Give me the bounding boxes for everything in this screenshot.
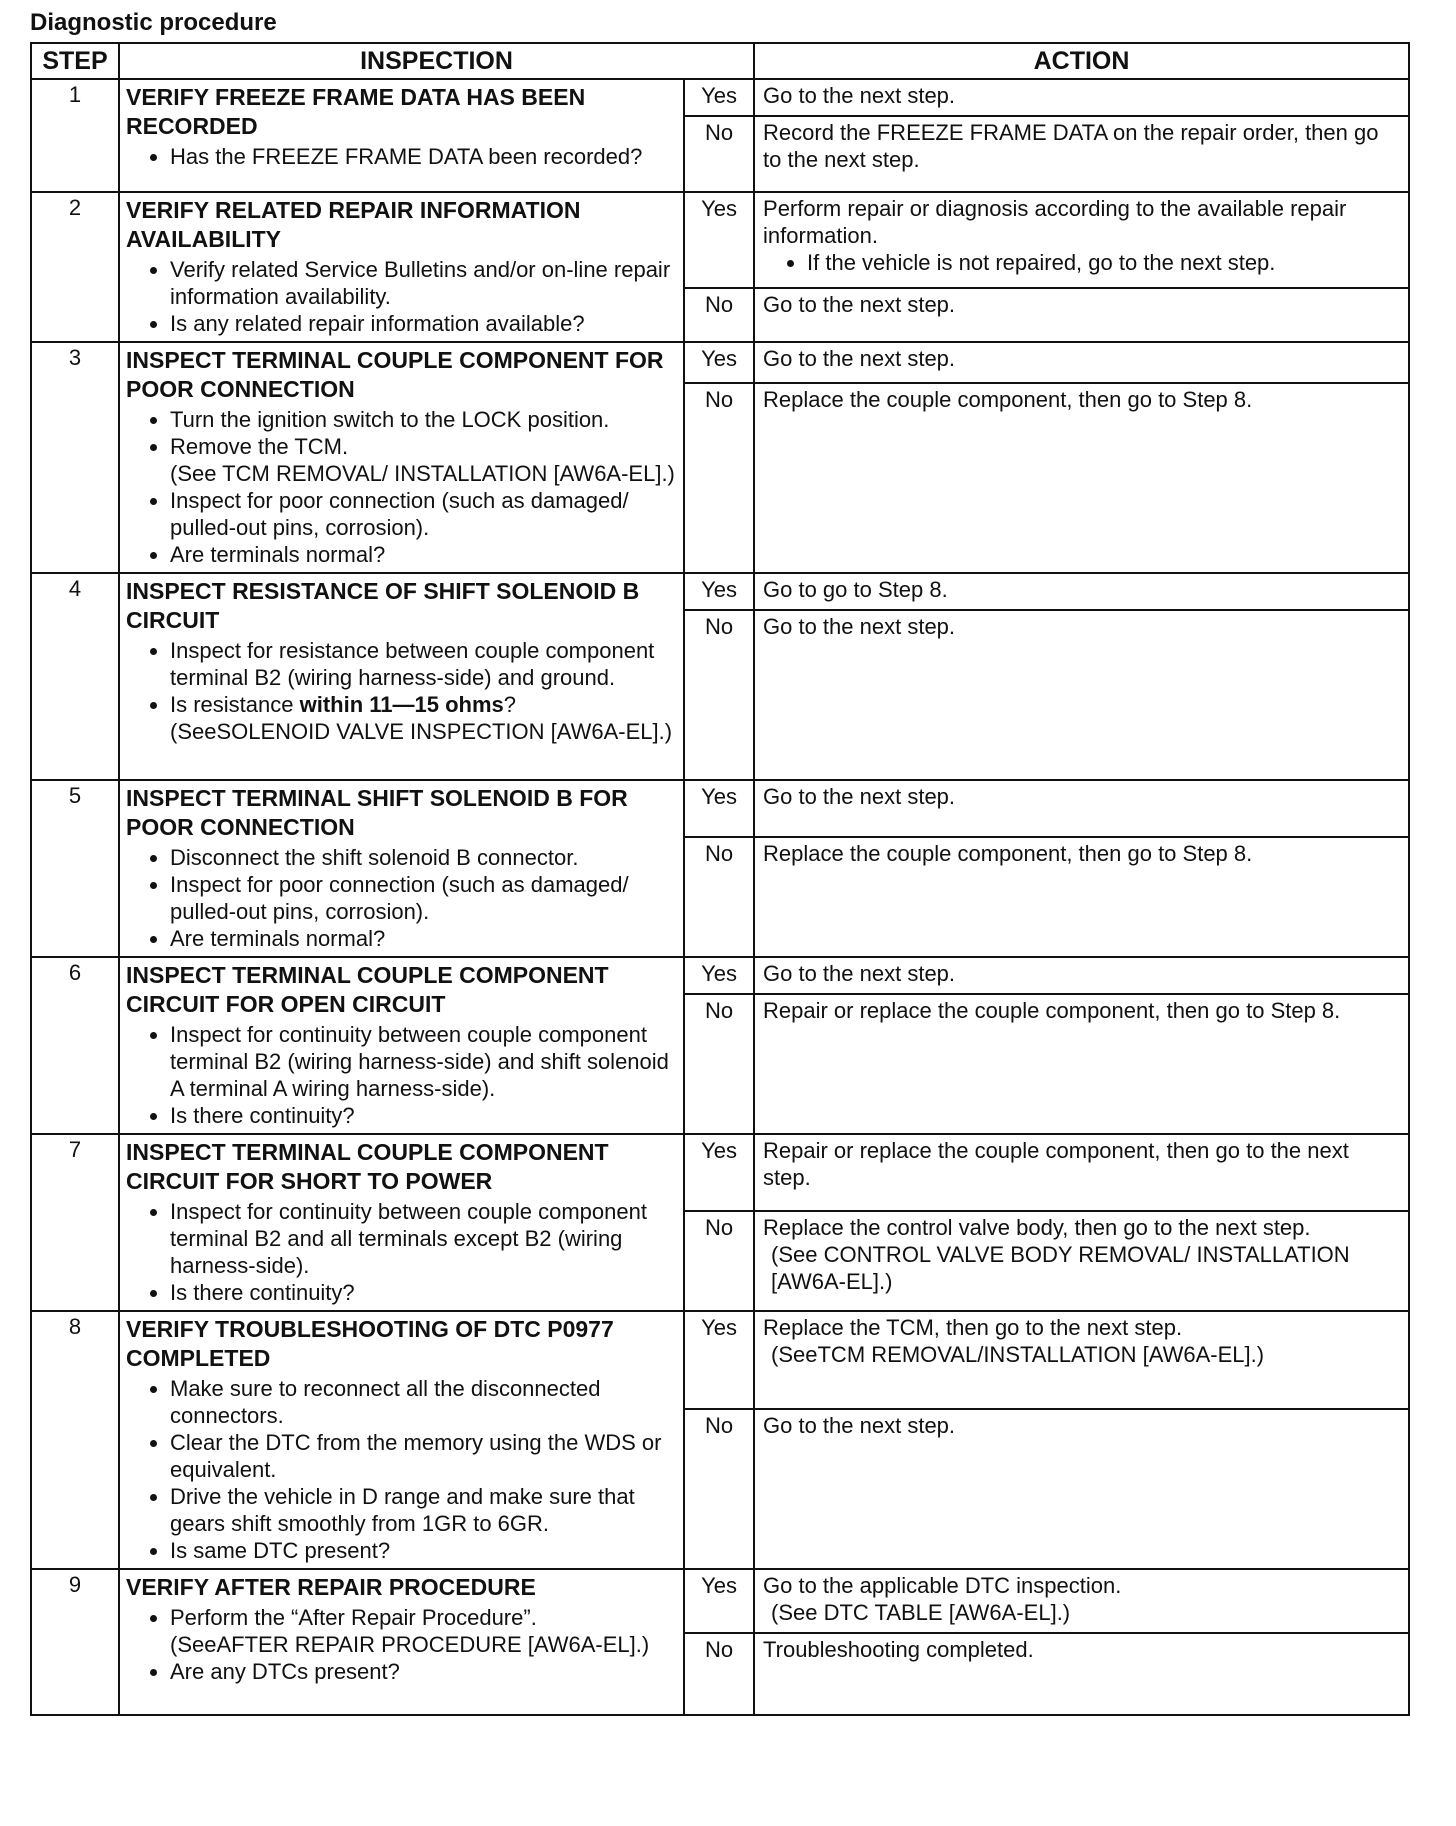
table-row bbox=[31, 957, 1409, 994]
yes-action: Go to the next step. bbox=[754, 957, 1409, 994]
inspection-heading: INSPECT TERMINAL SHIFT SOLENOID B FOR POOR CONNECTION bbox=[126, 785, 628, 840]
inspection-item bbox=[170, 1604, 677, 1658]
inspection-item bbox=[170, 691, 677, 745]
no-label: No bbox=[684, 1633, 754, 1715]
no-label: No bbox=[684, 837, 754, 957]
inspection-heading: VERIFY TROUBLESHOOTING OF DTC P0977 COMPLETED bbox=[126, 1316, 614, 1371]
table-row bbox=[31, 1569, 1409, 1633]
yes-action: Go to the next step. bbox=[754, 780, 1409, 837]
inspection-item: • Turn the ignition switch to the LOCK position. bbox=[170, 406, 677, 433]
yes-label: Yes bbox=[684, 192, 754, 288]
inspection-heading: INSPECT TERMINAL COUPLE COMPONENT CIRCUIT FOR OPEN CIRCUIT bbox=[126, 962, 609, 1017]
inspection-cell bbox=[119, 957, 684, 1134]
reference-link[interactable]: (SeeAFTER REPAIR PROCEDURE [AW6A-EL].) bbox=[170, 1632, 650, 1657]
no-action-cell bbox=[754, 1211, 1409, 1311]
reference-link[interactable]: (SeeSOLENOID VALVE INSPECTION [AW6A-EL].) bbox=[170, 719, 673, 744]
yes-action: Replace the TCM, then go to the next step. bbox=[763, 1315, 1183, 1340]
diagnostic-table bbox=[30, 42, 1410, 1716]
table-header-row bbox=[31, 43, 1409, 79]
no-label: No bbox=[684, 1211, 754, 1311]
step-number: 4 bbox=[31, 573, 119, 780]
yes-label: Yes bbox=[684, 573, 754, 610]
no-label: No bbox=[684, 994, 754, 1134]
step-number: 9 bbox=[31, 1569, 119, 1715]
inspection-item: • Is there continuity? bbox=[170, 1102, 677, 1129]
step-number: 3 bbox=[31, 342, 119, 573]
yes-action-cell bbox=[754, 1311, 1409, 1409]
inspection-list bbox=[126, 637, 677, 745]
inspection-item: • Inspect for poor connection (such as damaged/ pulled-out pins, corrosion). bbox=[170, 871, 677, 925]
no-action: Repair or replace the couple component, then go to Step 8. bbox=[754, 994, 1409, 1134]
no-action: Go to the next step. bbox=[754, 1409, 1409, 1569]
inspection-item: • Is any related repair information available? bbox=[170, 310, 677, 337]
inspection-item: • Is there continuity? bbox=[170, 1279, 677, 1306]
no-label: No bbox=[684, 116, 754, 192]
no-label: No bbox=[684, 383, 754, 573]
no-action: Troubleshooting completed. bbox=[754, 1633, 1409, 1715]
reference-link[interactable]: (See DTC TABLE [AW6A-EL].) bbox=[771, 1600, 1071, 1625]
yes-action-cell bbox=[754, 1569, 1409, 1633]
table-row bbox=[31, 1134, 1409, 1211]
no-action: Go to the next step. bbox=[754, 610, 1409, 780]
inspection-list bbox=[126, 406, 677, 568]
inspection-item: • Inspect for continuity between couple component terminal B2 and all terminals except B2 (wiring harness-side). bbox=[170, 1198, 677, 1279]
inspection-item: • Inspect for poor connection (such as damaged/ pulled-out pins, corrosion). bbox=[170, 487, 677, 541]
yes-action: Go to go to Step 8. bbox=[754, 573, 1409, 610]
no-action: Record the FREEZE FRAME DATA on the repair order, then go to the next step. bbox=[754, 116, 1409, 192]
yes-label: Yes bbox=[684, 1569, 754, 1633]
inspection-item: • Are terminals normal? bbox=[170, 541, 677, 568]
inspection-list bbox=[126, 844, 677, 952]
step-number: 2 bbox=[31, 192, 119, 342]
no-label: No bbox=[684, 288, 754, 342]
no-label: No bbox=[684, 610, 754, 780]
inspection-item: • Inspect for resistance between couple component terminal B2 (wiring harness-side) and ground. bbox=[170, 637, 677, 691]
yes-action: Go to the next step. bbox=[754, 79, 1409, 116]
yes-action: Go to the applicable DTC inspection. bbox=[763, 1573, 1122, 1598]
yes-label: Yes bbox=[684, 1311, 754, 1409]
inspection-list bbox=[126, 1604, 677, 1685]
header-step: STEP bbox=[31, 43, 119, 79]
header-inspection: INSPECTION bbox=[119, 43, 754, 79]
inspection-heading: INSPECT TERMINAL COUPLE COMPONENT FOR POOR CONNECTION bbox=[126, 347, 664, 402]
inspection-item: • Are terminals normal? bbox=[170, 925, 677, 952]
inspection-item: • Verify related Service Bulletins and/or on-line repair information availability. bbox=[170, 256, 677, 310]
inspection-item: • Has the FREEZE FRAME DATA been recorded? bbox=[170, 143, 677, 170]
table-row bbox=[31, 1311, 1409, 1409]
table-row bbox=[31, 192, 1409, 288]
inspection-list bbox=[126, 1198, 677, 1306]
spec-value: within 11—15 ohms bbox=[299, 692, 504, 717]
inspection-item bbox=[170, 433, 677, 487]
inspection-cell bbox=[119, 79, 684, 192]
inspection-item: • Make sure to reconnect all the disconnected connectors. bbox=[170, 1375, 677, 1429]
reference-link[interactable]: (See CONTROL VALVE BODY REMOVAL/ INSTALLATION [AW6A-EL].) bbox=[771, 1242, 1350, 1294]
yes-label: Yes bbox=[684, 780, 754, 837]
inspection-heading: VERIFY RELATED REPAIR INFORMATION AVAILABILITY bbox=[126, 197, 581, 252]
inspection-item: • Drive the vehicle in D range and make sure that gears shift smoothly from 1GR to 6GR. bbox=[170, 1483, 677, 1537]
no-action: Replace the control valve body, then go to the next step. bbox=[763, 1215, 1311, 1240]
yes-action: Go to the next step. bbox=[754, 342, 1409, 383]
step-number: 6 bbox=[31, 957, 119, 1134]
step-number: 7 bbox=[31, 1134, 119, 1311]
no-label: No bbox=[684, 1409, 754, 1569]
action-item: • If the vehicle is not repaired, go to the next step. bbox=[807, 249, 1400, 276]
inspection-item-text: Remove the TCM. bbox=[170, 434, 349, 459]
inspection-heading: VERIFY AFTER REPAIR PROCEDURE bbox=[126, 1574, 536, 1600]
table-row bbox=[31, 780, 1409, 837]
header-action: ACTION bbox=[754, 43, 1409, 79]
inspection-list bbox=[126, 143, 677, 170]
table-row bbox=[31, 79, 1409, 116]
no-action: Go to the next step. bbox=[754, 288, 1409, 342]
action-list bbox=[763, 249, 1400, 276]
yes-action: Perform repair or diagnosis according to the available repair information. bbox=[763, 196, 1347, 248]
yes-action: Repair or replace the couple component, then go to the next step. bbox=[754, 1134, 1409, 1211]
inspection-cell bbox=[119, 780, 684, 957]
inspection-list bbox=[126, 256, 677, 337]
no-action: Replace the couple component, then go to Step 8. bbox=[754, 837, 1409, 957]
step-number: 5 bbox=[31, 780, 119, 957]
inspection-cell bbox=[119, 342, 684, 573]
step-number: 1 bbox=[31, 79, 119, 192]
table-row bbox=[31, 342, 1409, 383]
inspection-item: • Clear the DTC from the memory using the WDS or equivalent. bbox=[170, 1429, 677, 1483]
yes-label: Yes bbox=[684, 957, 754, 994]
table-row bbox=[31, 573, 1409, 610]
inspection-list bbox=[126, 1375, 677, 1564]
reference-link[interactable]: (SeeTCM REMOVAL/INSTALLATION [AW6A-EL].) bbox=[771, 1342, 1265, 1367]
question-mark: ? bbox=[503, 692, 517, 717]
page-title: Diagnostic procedure bbox=[30, 9, 277, 36]
inspection-heading: VERIFY FREEZE FRAME DATA HAS BEEN RECORDED bbox=[126, 84, 586, 139]
inspection-item: • Are any DTCs present? bbox=[170, 1658, 677, 1685]
inspection-item: • Is same DTC present? bbox=[170, 1537, 677, 1564]
no-action: Replace the couple component, then go to Step 8. bbox=[754, 383, 1409, 573]
inspection-cell bbox=[119, 1134, 684, 1311]
question-text: Is resistance bbox=[170, 692, 300, 717]
document bbox=[30, 8, 1408, 1716]
inspection-cell bbox=[119, 192, 684, 342]
step-number: 8 bbox=[31, 1311, 119, 1569]
reference-link[interactable]: (See TCM REMOVAL/ INSTALLATION [AW6A-EL].) bbox=[170, 461, 675, 486]
inspection-cell bbox=[119, 1569, 684, 1715]
inspection-heading: INSPECT TERMINAL COUPLE COMPONENT CIRCUIT FOR SHORT TO POWER bbox=[126, 1139, 609, 1194]
inspection-list bbox=[126, 1021, 677, 1129]
yes-action-cell bbox=[754, 192, 1409, 288]
inspection-heading: INSPECT RESISTANCE OF SHIFT SOLENOID B CIRCUIT bbox=[126, 578, 640, 633]
yes-label: Yes bbox=[684, 79, 754, 116]
inspection-item: • Disconnect the shift solenoid B connector. bbox=[170, 844, 677, 871]
inspection-item-text: Perform the “After Repair Procedure”. bbox=[170, 1605, 537, 1630]
inspection-cell bbox=[119, 573, 684, 780]
yes-label: Yes bbox=[684, 342, 754, 383]
inspection-cell bbox=[119, 1311, 684, 1569]
yes-label: Yes bbox=[684, 1134, 754, 1211]
inspection-item: • Inspect for continuity between couple component terminal B2 (wiring harness-side) and shift solenoid A terminal A wiring harness-side). bbox=[170, 1021, 677, 1102]
